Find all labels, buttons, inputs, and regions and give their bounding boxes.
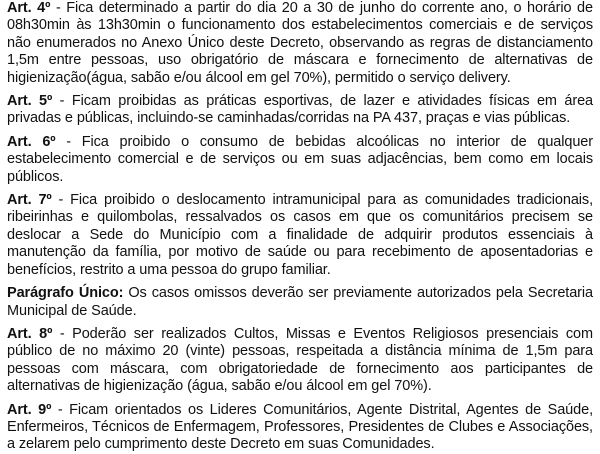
- article-7: [7, 192, 593, 279]
- article-label: Art. 4º: [7, 0, 51, 16]
- article-4: [7, 0, 593, 87]
- document-page: [7, 0, 593, 454]
- article-5: [7, 93, 593, 128]
- article-label: Art. 7º: [7, 192, 52, 209]
- article-label: Art. 8º: [7, 325, 53, 342]
- article-9: [7, 402, 593, 454]
- article-text: - Fica determinado a partir do dia 20 a 30 de junho do corrente ano, o horário de 08h30min às 13h30min o funcionamento dos estabelecimentos comerciais e de serviços não enumerados no Anexo Único deste Decreto, observando as regras de distanciamento 1,5m entre pessoas, uso obrigatório de máscara e fornecimento de alternativas de higienização(água, sabão e/ou álcool em gel 70%), permitido o serviço delivery.: [7, 0, 593, 86]
- article-8: [7, 326, 593, 396]
- article-label: Art. 9º: [7, 401, 52, 418]
- article-text: - Ficam orientados os Lideres Comunitários, Agente Distrital, Agentes de Saúde, Enfermeiros, Técnicos de Enfermagem, Professores, Presidentes de Clubes e Associações, a zelarem pelo cumprimento deste Decreto em suas Comunidades.: [7, 401, 593, 453]
- article-6: [7, 134, 593, 186]
- article-label: Parágrafo Único:: [7, 285, 124, 302]
- article-text: - Fica proibido o consumo de bebidas alcoólicas no interior de qualquer estabelecimento comercial e de serviços ou em suas adjacências, bem como em locais públicos.: [7, 133, 593, 185]
- article-text: Os casos omissos deverão ser previamente autorizados pela Secretaria Municipal de Saúde.: [7, 285, 593, 319]
- article-text: - Ficam proibidas as práticas esportivas, de lazer e atividades físicas em área privadas e públicas, incluindo-se caminhadas/corridas na PA 437, praças e vias públicas.: [7, 93, 593, 127]
- article-text: - Poderão ser realizados Cultos, Missas e Eventos Religiosos presenciais com público de no máximo 20 (vinte) pessoas, respeitada a distância mínima de 1,5m para pessoas com máscara, com obrigatoriedade de fornecimento aos participantes de alternativas de higienização (água, sabão e/ou álcool em gel 70%).: [7, 325, 593, 395]
- article-label: Art. 6º: [7, 133, 56, 150]
- article-label: Art. 5º: [7, 93, 53, 110]
- paragrafo-unico: [7, 285, 593, 320]
- article-text: - Fica proibido o deslocamento intramunicipal para as comunidades tradicionais, ribeirinhas e quilombolas, ressalvados os casos em que os comunitários precisem se deslocar a Sede do Município com a finalidade de adquirir produtos essenciais à manutenção da família, por motivo de saúde ou para recebimento de aposentadorias e benefícios, restrito a uma pessoa do grupo familiar.: [7, 192, 593, 278]
